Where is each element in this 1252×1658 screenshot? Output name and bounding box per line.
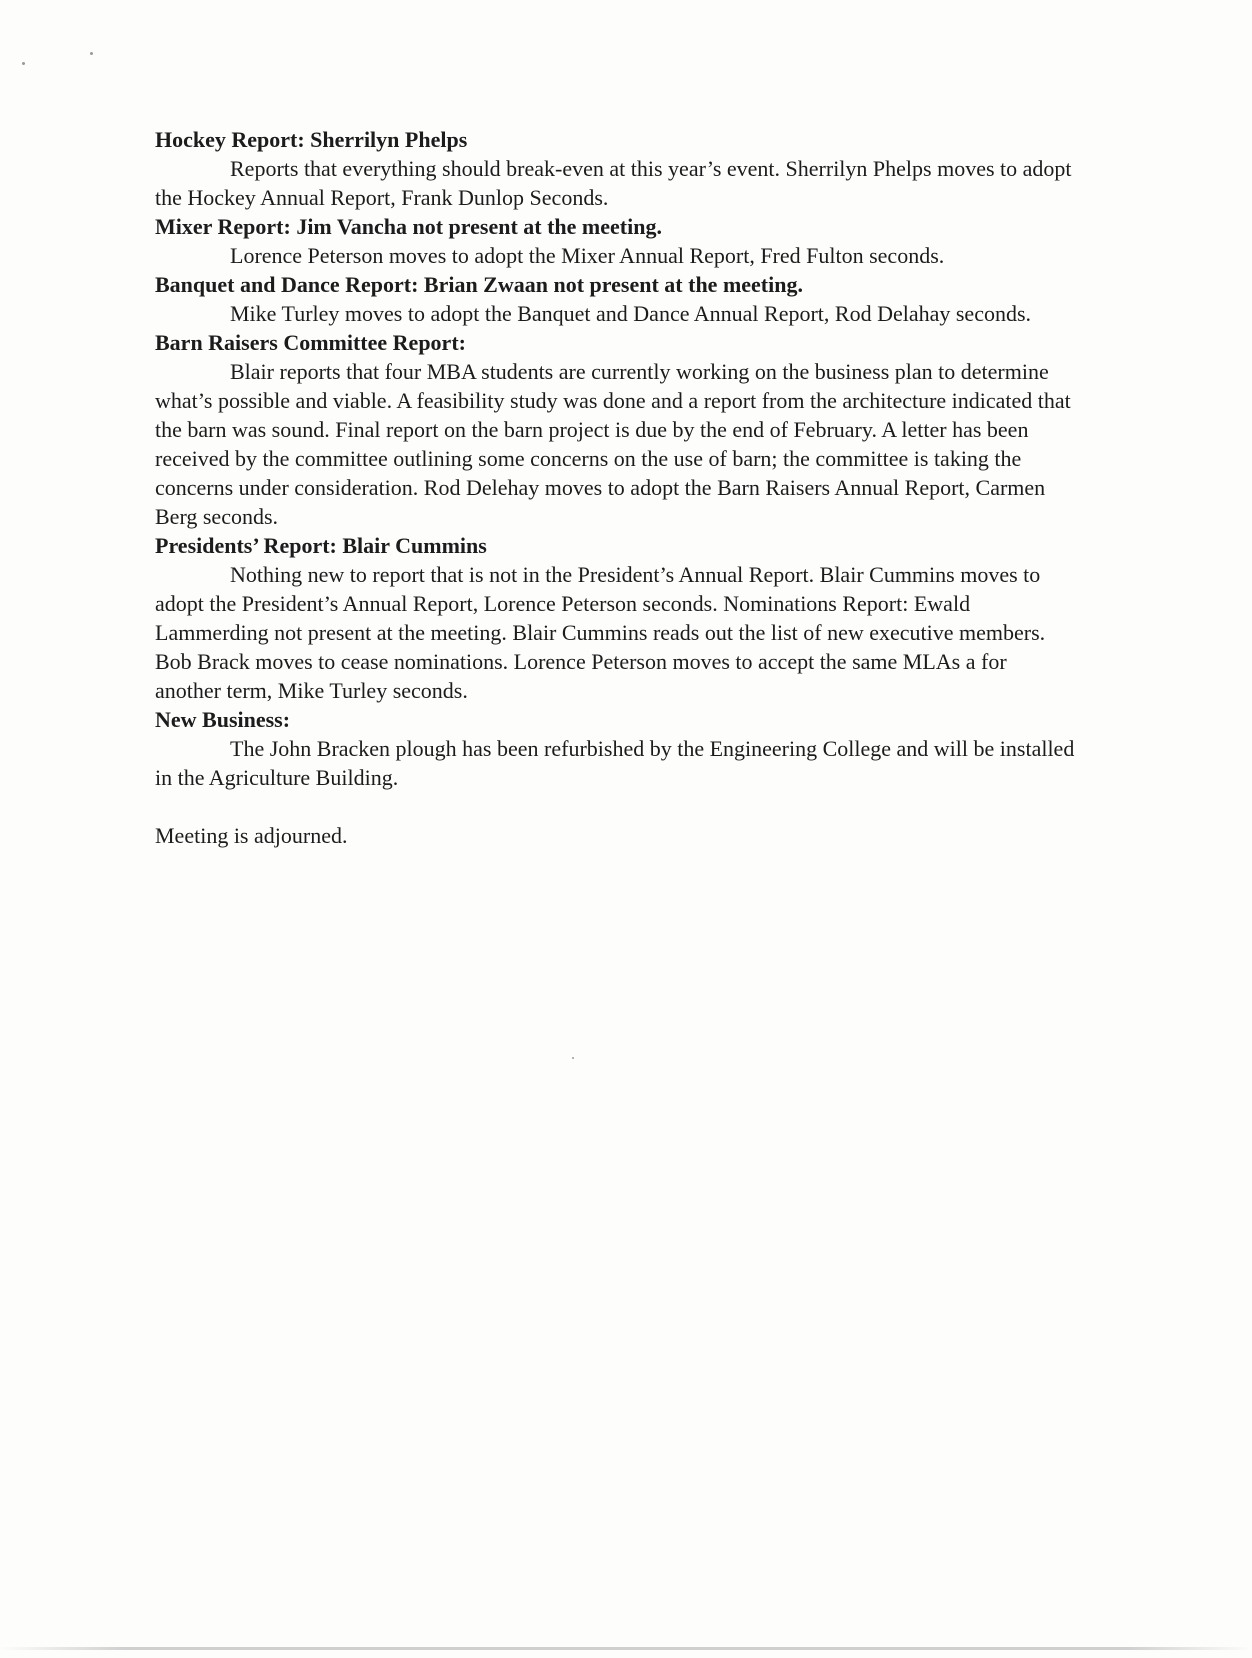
meeting-minutes [155, 125, 1075, 850]
hockey-report-heading: Hockey Report: Sherrilyn Phelps [155, 127, 468, 152]
presidents-report-heading: Presidents’ Report: Blair Cummins [155, 533, 487, 558]
presidents-report-section [155, 531, 1075, 705]
new-business-body: The John Bracken plough has been refurbished by the Engineering College and will be installed in the Agriculture Building. [155, 736, 1075, 790]
meeting-adjourned-text: Meeting is adjourned. [155, 823, 348, 848]
presidents-report-body: Nothing new to report that is not in the President’s Annual Report. Blair Cummins moves to adopt the President’s Annual Report, Lorence Peterson seconds. Nominations Report: Ewald Lammerding not present at the meeting. Blair Cummins reads out the list of new executive members. Bob Brack moves to cease nominations. Lorence Peterson moves to accept the same MLAs a for another term, Mike Turley seconds. [155, 562, 1046, 703]
scan-bottom-edge [0, 1647, 1252, 1650]
scan-speck [90, 52, 93, 55]
hockey-report-body: Reports that everything should break-even at this year’s event. Sherrilyn Phelps moves to adopt the Hockey Annual Report, Frank Dunlop Seconds. [155, 156, 1072, 210]
scan-speck [22, 62, 25, 65]
barn-raisers-section [155, 328, 1075, 531]
mixer-report-section [155, 212, 1075, 270]
mixer-report-body: Lorence Peterson moves to adopt the Mixer Annual Report, Fred Fulton seconds. [230, 243, 945, 268]
scan-speck [572, 1057, 574, 1059]
hockey-report-section [155, 125, 1075, 212]
banquet-report-body: Mike Turley moves to adopt the Banquet and Dance Annual Report, Rod Delahay seconds. [230, 301, 1032, 326]
banquet-report-heading: Banquet and Dance Report: Brian Zwaan not present at the meeting. [155, 272, 803, 297]
new-business-section [155, 705, 1075, 792]
banquet-report-section [155, 270, 1075, 328]
mixer-report-heading: Mixer Report: Jim Vancha not present at the meeting. [155, 214, 662, 239]
new-business-heading: New Business: [155, 707, 291, 732]
barn-raisers-body: Blair reports that four MBA students are currently working on the business plan to determine what’s possible and viable. A feasibility study was done and a report from the architecture indicated that the barn was sound. Final report on the barn project is due by the end of February. A letter has been received by the committee outlining some concerns on the use of barn; the committee is taking the concerns under consideration. Rod Delehay moves to adopt the Barn Raisers Annual Report, Carmen Berg seconds. [155, 359, 1071, 529]
barn-raisers-heading: Barn Raisers Committee Report: [155, 330, 466, 355]
